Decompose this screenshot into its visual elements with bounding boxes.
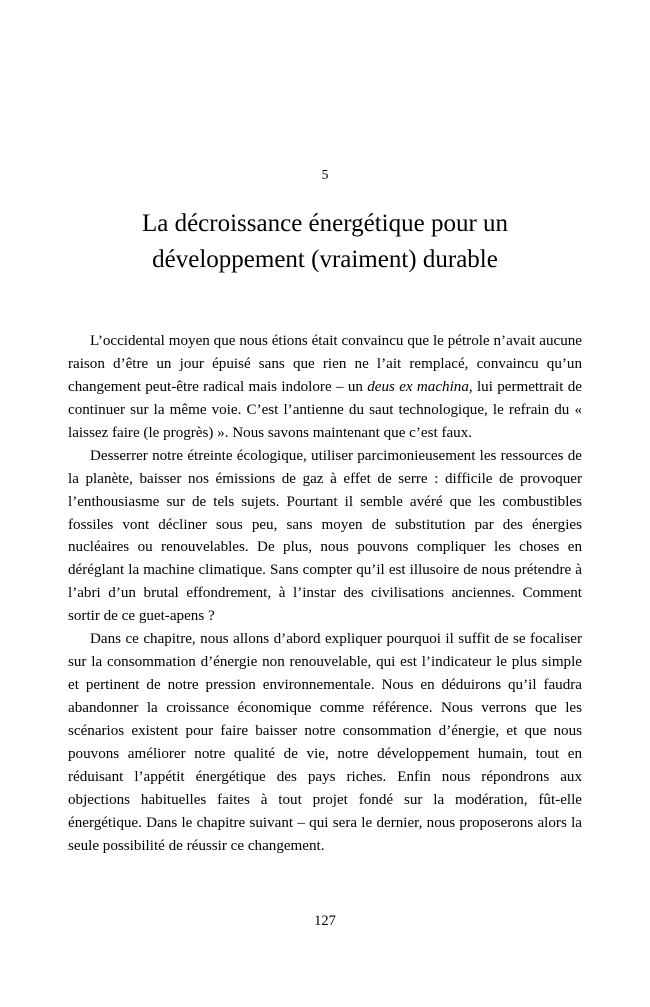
chapter-number: 5 (321, 167, 329, 182)
paragraph-1-part-1: L’occidental moyen que nous étions était convaincu que le pétrole n’avait aucune raison d’être un jour épuisé sans que rien ne l’ait remplacé, convaincu qu’un changement peut-être radical mais indolore – un (68, 333, 582, 395)
body-text (68, 330, 582, 858)
chapter-title-line-2: développement (vraiment) durable (152, 245, 498, 273)
paragraph-1-italic-phrase: deus ex machina (367, 378, 469, 395)
chapter-title-line-1: La décroissance énergétique pour un (141, 209, 509, 237)
paragraph-3: Dans ce chapitre, nous allons d’abord expliquer pourquoi il suffit de se focaliser sur la consommation d’énergie non renouvelable, qui est l’indicateur le plus simple et pertinent de notre pression environnementale. Nous en déduirons qu’il faudra abandonner la croissance économique comme référence. Nous verrons que les scénarios existent pour faire baisser notre consommation d’énergie, et que nous pouvons améliorer notre qualité de vie, notre développement humain, tout en réduisant l’appétit énergétique des pays riches. Enfin nous répondrons aux objections habituelles faites à tout projet fondé sur la modération, fût-elle énergétique. Dans le chapitre suivant – qui sera le dernier, nous proposerons alors la seule possibilité de réussir ce changement. (68, 631, 582, 854)
page-title (68, 206, 582, 279)
paragraph-1 (68, 330, 582, 445)
paragraph-2: Desserrer notre étreinte écologique, utiliser parcimonieusement les ressources de la planète, baisser nos émissions de gaz à effet de serre : difficile de provoquer l’enthousiasme sur de tels sujets. Pourtant il semble avéré que les combustibles fossiles vont décliner sous peu, sans moyen de substitution par des énergies nucléaires ou renouvelables. De plus, nous pouvons compliquer les choses en déréglant la machine climatique. Sans compter qu’il est illusoire de nous prétendre à l’abri d’un brutal effondrement, à l’instar des civilisations anciennes. Comment sortir de ce guet-apens ? (68, 447, 582, 625)
page-number: 127 (314, 913, 336, 929)
paragraph-1-part-2: , lui permettrait de continuer sur la même voie. C’est l’antienne du saut technologique, le refrain du « laissez faire (le progrès) ». Nous savons maintenant que c’est faux. (68, 378, 582, 441)
page-content (68, 0, 582, 858)
